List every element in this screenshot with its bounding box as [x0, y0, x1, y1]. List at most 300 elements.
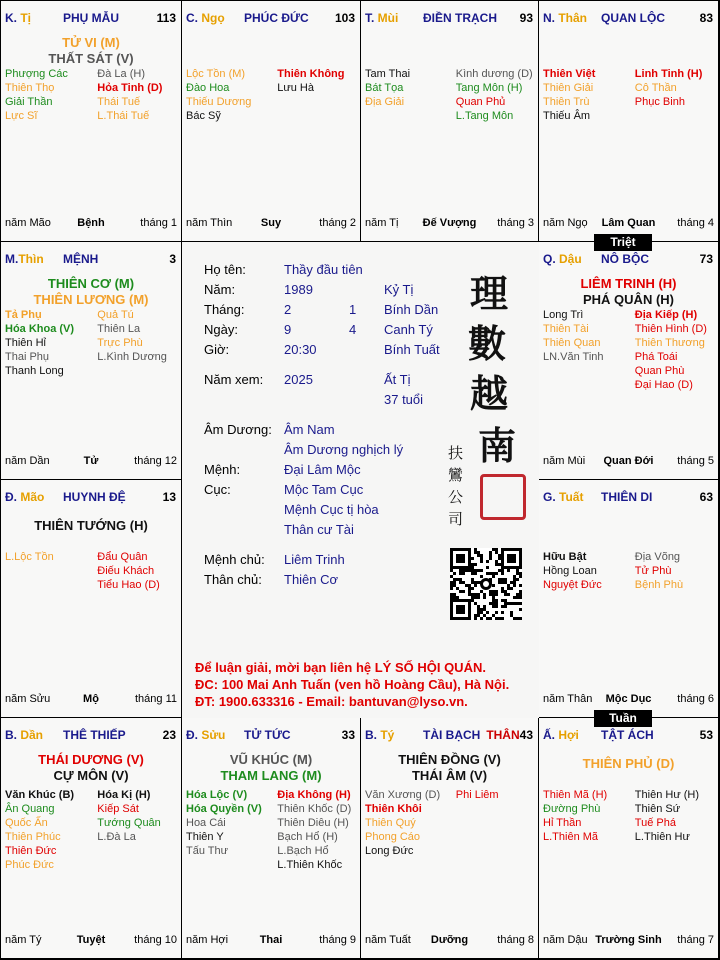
stage-label: Mộc Dục — [605, 693, 652, 705]
menh-chu-value: Liêm Trinh — [284, 552, 345, 567]
minor-stars-left — [5, 788, 74, 872]
stage-label: Bệnh — [77, 217, 105, 229]
palace-branch — [5, 252, 44, 266]
star: L.Đà La — [97, 831, 136, 843]
star: L.Tang Môn — [455, 110, 514, 122]
palace-number: 73 — [699, 252, 713, 266]
minor-stars-right — [635, 67, 703, 109]
main-stars — [1, 35, 181, 67]
palace-dau[interactable] — [539, 242, 719, 480]
star: Nguyệt Đức — [543, 579, 602, 591]
stage-label: Mộ — [83, 693, 99, 705]
star: Hồng Loan — [543, 565, 597, 577]
star: Hoa Cái — [186, 817, 226, 829]
minor-stars-right — [97, 788, 161, 844]
star: Hóa Quyền (V) — [186, 803, 262, 815]
palace-branch — [186, 728, 225, 742]
minor-stars-right — [97, 67, 162, 123]
stage-label: Thai — [259, 934, 283, 946]
star: Tiểu Hao (D) — [97, 579, 160, 591]
star: Thiếu Dương — [186, 96, 252, 108]
contact-line: ĐT: 1900.633316 - Email: bantuvan@lyso.vn. — [195, 694, 468, 709]
palace-footer — [543, 934, 714, 948]
palace-header — [4, 728, 178, 742]
branch-stem: Đ. — [5, 490, 21, 504]
seal-char: 扶 — [448, 444, 464, 462]
star: Trực Phù — [97, 337, 143, 349]
year-label: năm Ngọ — [543, 217, 588, 229]
star: Bát Tọa — [365, 82, 404, 94]
main-star: TỬ VI (M) — [62, 35, 120, 50]
year-label: năm Dậu — [543, 934, 588, 946]
day-label: Ngày: — [204, 322, 238, 337]
birth-month: 2 — [284, 302, 292, 317]
star: Thiên Đức — [5, 845, 57, 857]
palace-branch — [543, 252, 582, 266]
star: Thiên Quý — [365, 817, 416, 829]
palace-name: THIÊN DI — [601, 490, 653, 504]
star: L.Lộc Tồn — [5, 551, 54, 563]
star: Quan Phủ — [455, 96, 506, 108]
month-label: tháng 7 — [677, 934, 714, 946]
view-canchi: Ất Tị — [384, 372, 411, 387]
palace-number — [486, 728, 533, 742]
year-label: Năm: — [204, 282, 236, 297]
month-label: tháng 1 — [140, 217, 177, 229]
main-stars — [361, 752, 538, 784]
seal-stamp — [480, 474, 526, 520]
star: Điếu Khách — [97, 565, 155, 577]
seal-char: 公 — [448, 488, 464, 506]
star: Linh Tinh (H) — [634, 68, 703, 80]
palace-branch — [365, 728, 394, 742]
star: Ân Quang — [5, 803, 55, 815]
year-label: năm Sửu — [5, 693, 51, 705]
star: Tang Môn (H) — [455, 82, 523, 94]
palace-footer — [5, 217, 177, 231]
palace-number: 33 — [341, 728, 355, 742]
star: Bác Sỹ — [186, 110, 221, 122]
branch-stem: B. — [5, 728, 21, 742]
palace-number: 3 — [169, 252, 176, 266]
main-star: THẤT SÁT (V) — [48, 51, 134, 66]
stage-label: Quan Đới — [603, 455, 654, 467]
branch-stem: M. — [5, 252, 19, 266]
palace-branch — [543, 490, 583, 504]
palace-header — [4, 252, 178, 266]
main-star: THÁI ÂM (V) — [411, 768, 488, 783]
than-tag: THÂN — [486, 728, 520, 742]
month-label: tháng 3 — [497, 217, 534, 229]
star: Địa Giải — [365, 96, 405, 108]
branch-name: Tị — [20, 11, 32, 25]
birth-hour: 20:30 — [284, 342, 317, 357]
star: Kình dương (D) — [455, 68, 533, 80]
palace-ngo[interactable] — [182, 1, 361, 242]
palace-name: TÀI BẠCH — [423, 728, 481, 742]
year-label: năm Tị — [365, 217, 399, 229]
star: Thiên Y — [186, 831, 224, 843]
minor-stars-left — [543, 550, 602, 592]
star: Địa Không (H) — [277, 789, 351, 801]
star: Thiếu Âm — [543, 110, 591, 122]
year-label: năm Dần — [5, 455, 50, 467]
star: Phượng Các — [5, 68, 68, 80]
branch-stem: Đ. — [186, 728, 202, 742]
palace-branch — [5, 728, 43, 742]
palace-number: 113 — [156, 11, 176, 25]
palace-number: 53 — [699, 728, 713, 742]
view-year-label: Năm xem: — [204, 372, 264, 387]
month-canchi: Bính Dần — [384, 302, 439, 317]
branch-stem: C. — [186, 11, 202, 25]
star: Phi Liêm — [455, 789, 499, 801]
branch-stem: Ấ. — [543, 728, 559, 742]
palace-name: HUYNH ĐỆ — [63, 490, 126, 504]
minor-stars-right — [635, 788, 699, 844]
main-star: LIÊM TRINH (H) — [580, 276, 677, 291]
main-stars — [1, 752, 181, 784]
main-star: THIÊN TƯỚNG (H) — [34, 518, 148, 533]
palace-hoi[interactable] — [539, 718, 719, 959]
main-star: THIÊN CƠ (M) — [47, 276, 135, 291]
qr-code — [450, 548, 522, 620]
star: Thiên Thương — [634, 337, 705, 349]
month-label: tháng 2 — [319, 217, 356, 229]
stage-label: Trường Sinh — [595, 934, 662, 946]
palace-name: NÔ BỘC — [601, 252, 649, 266]
star: Cô Thần — [634, 82, 677, 94]
year-label: năm Hợi — [186, 934, 229, 946]
palace-suu[interactable] — [182, 718, 361, 959]
center-info-panel — [182, 242, 539, 718]
star: L.Bạch Hổ — [277, 845, 329, 857]
main-star: THÁI DƯƠNG (V) — [38, 752, 144, 767]
star: Bạch Hổ (H) — [277, 831, 338, 843]
minor-stars-left — [365, 788, 440, 858]
cuc-value: Mộc Tam Cục — [284, 482, 364, 497]
minor-stars-left — [5, 308, 74, 378]
palace-ti[interactable] — [1, 1, 182, 242]
stage-label: Tử — [83, 455, 99, 467]
star: Tướng Quân — [97, 817, 161, 829]
brand-char: 理 — [470, 271, 509, 316]
palace-footer — [186, 217, 356, 231]
birth-day: 9 — [284, 322, 292, 337]
star: Thiên Hỉ — [5, 337, 46, 349]
minor-stars-left — [365, 67, 410, 109]
amduong-note: Âm Dương nghịch lý — [284, 442, 404, 457]
star: L.Thái Tuế — [97, 110, 150, 122]
palace-footer — [365, 217, 534, 231]
star: Đào Hoa — [186, 82, 230, 94]
star: Thiên Hư (H) — [634, 789, 700, 801]
palace-footer — [365, 934, 534, 948]
branch-stem: K. — [5, 11, 21, 25]
star: L.Thiên Khốc — [277, 859, 343, 871]
minor-stars-left — [543, 308, 604, 364]
amduong-value: Âm Nam — [284, 422, 335, 437]
minor-stars-left — [186, 67, 251, 123]
star: Bệnh Phù — [634, 579, 684, 591]
branch-stem: T. — [365, 11, 378, 25]
branch-name: Sửu — [201, 728, 226, 742]
lunar-month: 1 — [349, 302, 357, 317]
palace-dan[interactable] — [1, 718, 182, 959]
day-canchi: Canh Tý — [384, 322, 433, 337]
palace-mui[interactable] — [361, 1, 539, 242]
palace-branch — [186, 11, 225, 25]
palace-name: PHỤ MẪU — [63, 11, 119, 25]
seal-char: 司 — [448, 510, 464, 528]
palace-header — [542, 252, 715, 266]
main-stars — [1, 518, 181, 534]
stage-label: Suy — [260, 217, 282, 229]
star: Thiên Không — [277, 68, 345, 80]
star: Tấu Thư — [186, 845, 229, 857]
branch-stem: B. — [365, 728, 381, 742]
menh-value: Đại Lâm Mộc — [284, 462, 361, 477]
branch-name: Tuất — [559, 490, 584, 504]
branch-name: Tý — [380, 728, 395, 742]
star: Quốc Ấn — [5, 817, 48, 829]
branch-stem: G. — [543, 490, 560, 504]
palace-branch — [5, 490, 44, 504]
star: Đà La (H) — [97, 68, 145, 80]
brand-char: 越 — [470, 371, 509, 416]
star: Thanh Long — [5, 365, 64, 377]
star: Thiên Giải — [543, 82, 594, 94]
minor-stars-right — [635, 550, 683, 592]
palace-name: TẬT ÁCH — [601, 728, 654, 742]
than-chu-value: Thiên Cơ — [284, 572, 339, 587]
palace-footer — [543, 455, 714, 469]
star: Hóa Khoa (V) — [5, 323, 75, 335]
month-label: tháng 4 — [677, 217, 714, 229]
star: Hỏa Tinh (D) — [97, 82, 163, 94]
amduong-label: Âm Dương: — [204, 422, 272, 437]
star: Đại Hao (D) — [634, 379, 693, 391]
star: Thiên Trù — [543, 96, 590, 108]
minor-stars-left — [5, 67, 68, 123]
minor-stars-right — [97, 550, 160, 592]
branch-name: Ngọ — [201, 11, 225, 25]
palace-header — [4, 490, 178, 504]
main-stars — [1, 276, 181, 308]
palace-name: QUAN LỘC — [601, 11, 665, 25]
star: Thiên Phúc — [5, 831, 61, 843]
tuan-marker: Tuần — [594, 710, 652, 727]
palace-tuat[interactable] — [539, 480, 719, 718]
stage-label: Lâm Quan — [601, 217, 656, 229]
star: LN.Văn Tinh — [543, 351, 604, 363]
star: Phúc Đức — [5, 859, 54, 871]
name-value: Thầy đầu tiên — [284, 262, 363, 277]
year-label: năm Thân — [543, 693, 593, 705]
star: Thiên La — [97, 323, 141, 335]
star: Tuế Phá — [634, 817, 676, 829]
palace-name: MỆNH — [63, 252, 99, 266]
year-label: năm Thìn — [186, 217, 233, 229]
palace-header — [364, 728, 535, 742]
triet-marker: Triệt — [594, 234, 652, 251]
palace-footer — [5, 693, 177, 707]
minor-stars-right — [456, 788, 499, 802]
palace-footer — [186, 934, 356, 948]
palace-footer — [543, 217, 714, 231]
contact-line: Để luận giải, mời bạn liên hệ LÝ SỐ HỘI QUÁN. — [195, 660, 486, 675]
palace-number: 23 — [162, 728, 176, 742]
star: Phục Binh — [634, 96, 685, 108]
star: Thiên Việt — [543, 68, 596, 80]
star: Đường Phù — [543, 803, 601, 815]
minor-stars-right — [277, 788, 351, 872]
minor-stars-right — [277, 67, 344, 95]
branch-name: Mùi — [377, 11, 399, 25]
palace-branch — [543, 728, 579, 742]
palace-number: 63 — [699, 490, 713, 504]
minor-stars-left — [5, 550, 54, 564]
hour-canchi: Bính Tuất — [384, 342, 440, 357]
menh-chu-label: Mệnh chủ: — [204, 552, 265, 567]
main-star: PHÁ QUÂN (H) — [583, 292, 674, 307]
branch-name: Thân — [558, 11, 588, 25]
month-label: tháng 6 — [677, 693, 714, 705]
star: Thiên Quan — [543, 337, 601, 349]
star: Thai Phụ — [5, 351, 50, 363]
star: Văn Xương (D) — [365, 789, 441, 801]
palace-branch — [5, 11, 31, 25]
palace-branch — [543, 11, 587, 25]
star: Hóa Kị (H) — [97, 789, 151, 801]
palace-footer — [5, 455, 177, 469]
star: Thiên Mã (H) — [543, 789, 608, 801]
main-star: THIÊN ĐỒNG (V) — [398, 752, 501, 767]
month-label: Tháng: — [204, 302, 245, 317]
stage-label: Dưỡng — [430, 934, 469, 946]
palace-number: 93 — [519, 11, 533, 25]
minor-stars-right — [97, 308, 167, 364]
star: Kiếp Sát — [97, 803, 139, 815]
star: Tả Phụ — [5, 309, 42, 321]
star: L.Thiên Mã — [543, 831, 599, 843]
palace-number-value: 43 — [519, 728, 533, 742]
month-label: tháng 8 — [497, 934, 534, 946]
star: Thiên Sứ — [634, 803, 681, 815]
star: Đẩu Quân — [97, 551, 148, 563]
hour-label: Giờ: — [204, 342, 230, 357]
birth-year: 1989 — [284, 282, 313, 297]
star: Thiên Khôi — [365, 803, 422, 815]
palace-number: 103 — [334, 11, 355, 25]
branch-stem: N. — [543, 11, 559, 25]
year-label: năm Mão — [5, 217, 51, 229]
branch-name: Hợi — [558, 728, 579, 742]
star: L.Thiên Hư — [634, 831, 690, 843]
palace-name: TỬ TỨC — [244, 728, 291, 742]
palace-mao[interactable] — [1, 480, 182, 718]
branch-name: Dậu — [559, 252, 582, 266]
star: Hữu Bật — [543, 551, 587, 563]
branch-name: Mão — [20, 490, 45, 504]
lunar-day: 4 — [349, 322, 357, 337]
brand-char: 南 — [478, 423, 517, 468]
month-label: tháng 10 — [134, 934, 177, 946]
star: Thiên Diêu (H) — [277, 817, 349, 829]
star: Địa Kiếp (H) — [634, 309, 698, 321]
palace-name: ĐIỀN TRẠCH — [423, 11, 497, 25]
year-label: năm Tý — [5, 934, 42, 946]
brand-char: 數 — [468, 321, 507, 366]
star: L.Kình Dương — [97, 351, 167, 363]
star: Thiên Thọ — [5, 82, 55, 94]
month-label: tháng 12 — [134, 455, 177, 467]
than-chu-label: Thân chủ: — [204, 572, 262, 587]
palace-ty[interactable] — [361, 718, 539, 959]
minor-stars-left — [186, 788, 262, 858]
main-star: THAM LANG (M) — [220, 768, 322, 783]
contact-line: ĐC: 100 Mai Anh Tuấn (ven hồ Hoàng Cầu), Hà Nội. — [195, 677, 510, 692]
cuc-label: Cục: — [204, 482, 231, 497]
branch-name: Thìn — [18, 252, 44, 266]
month-label: tháng 11 — [134, 693, 177, 705]
palace-header — [542, 490, 715, 504]
palace-thin[interactable] — [1, 242, 182, 480]
palace-header — [185, 728, 357, 742]
star: Thái Tuế — [97, 96, 141, 108]
palace-header — [542, 728, 715, 742]
cuc-relation: Mệnh Cục tị hòa — [284, 502, 379, 517]
palace-name: PHÚC ĐỨC — [244, 11, 309, 25]
palace-footer — [543, 693, 714, 707]
stage-label: Tuyệt — [76, 934, 106, 946]
star: Thiên Tài — [543, 323, 589, 335]
main-star: THIÊN PHỦ (D) — [582, 756, 675, 771]
year-label: năm Tuất — [365, 934, 411, 946]
branch-stem: Q. — [543, 252, 560, 266]
star: Lực Sĩ — [5, 110, 38, 122]
minor-stars-right — [456, 67, 533, 123]
star: Quả Tú — [97, 309, 134, 321]
minor-stars-left — [543, 788, 607, 844]
than-position: Thân cư Tài — [284, 522, 354, 537]
star: Long Đức — [365, 845, 414, 857]
palace-footer — [5, 934, 177, 948]
name-label: Họ tên: — [204, 262, 246, 277]
star: Phong Cáo — [365, 831, 421, 843]
palace-than[interactable] — [539, 1, 719, 242]
palace-header — [185, 11, 357, 25]
star: Long Trì — [543, 309, 584, 321]
main-stars — [182, 752, 360, 784]
month-label: tháng 9 — [319, 934, 356, 946]
minor-stars-left — [543, 67, 595, 123]
palace-number: 83 — [699, 11, 713, 25]
stage-label: Đế Vượng — [422, 217, 477, 229]
palace-number: 13 — [162, 490, 176, 504]
view-year: 2025 — [284, 372, 313, 387]
star: Thiên Khốc (D) — [277, 803, 352, 815]
palace-header — [542, 11, 715, 25]
month-label: tháng 5 — [677, 455, 714, 467]
palace-name: THÊ THIẾP — [63, 728, 126, 742]
main-stars — [539, 756, 718, 772]
main-star: VŨ KHÚC (M) — [229, 752, 313, 767]
star: Tử Phù — [634, 565, 672, 577]
seal-char: 鸞 — [448, 466, 464, 484]
star: Phá Toái — [634, 351, 678, 363]
year-canchi: Kỷ Tị — [384, 282, 414, 297]
